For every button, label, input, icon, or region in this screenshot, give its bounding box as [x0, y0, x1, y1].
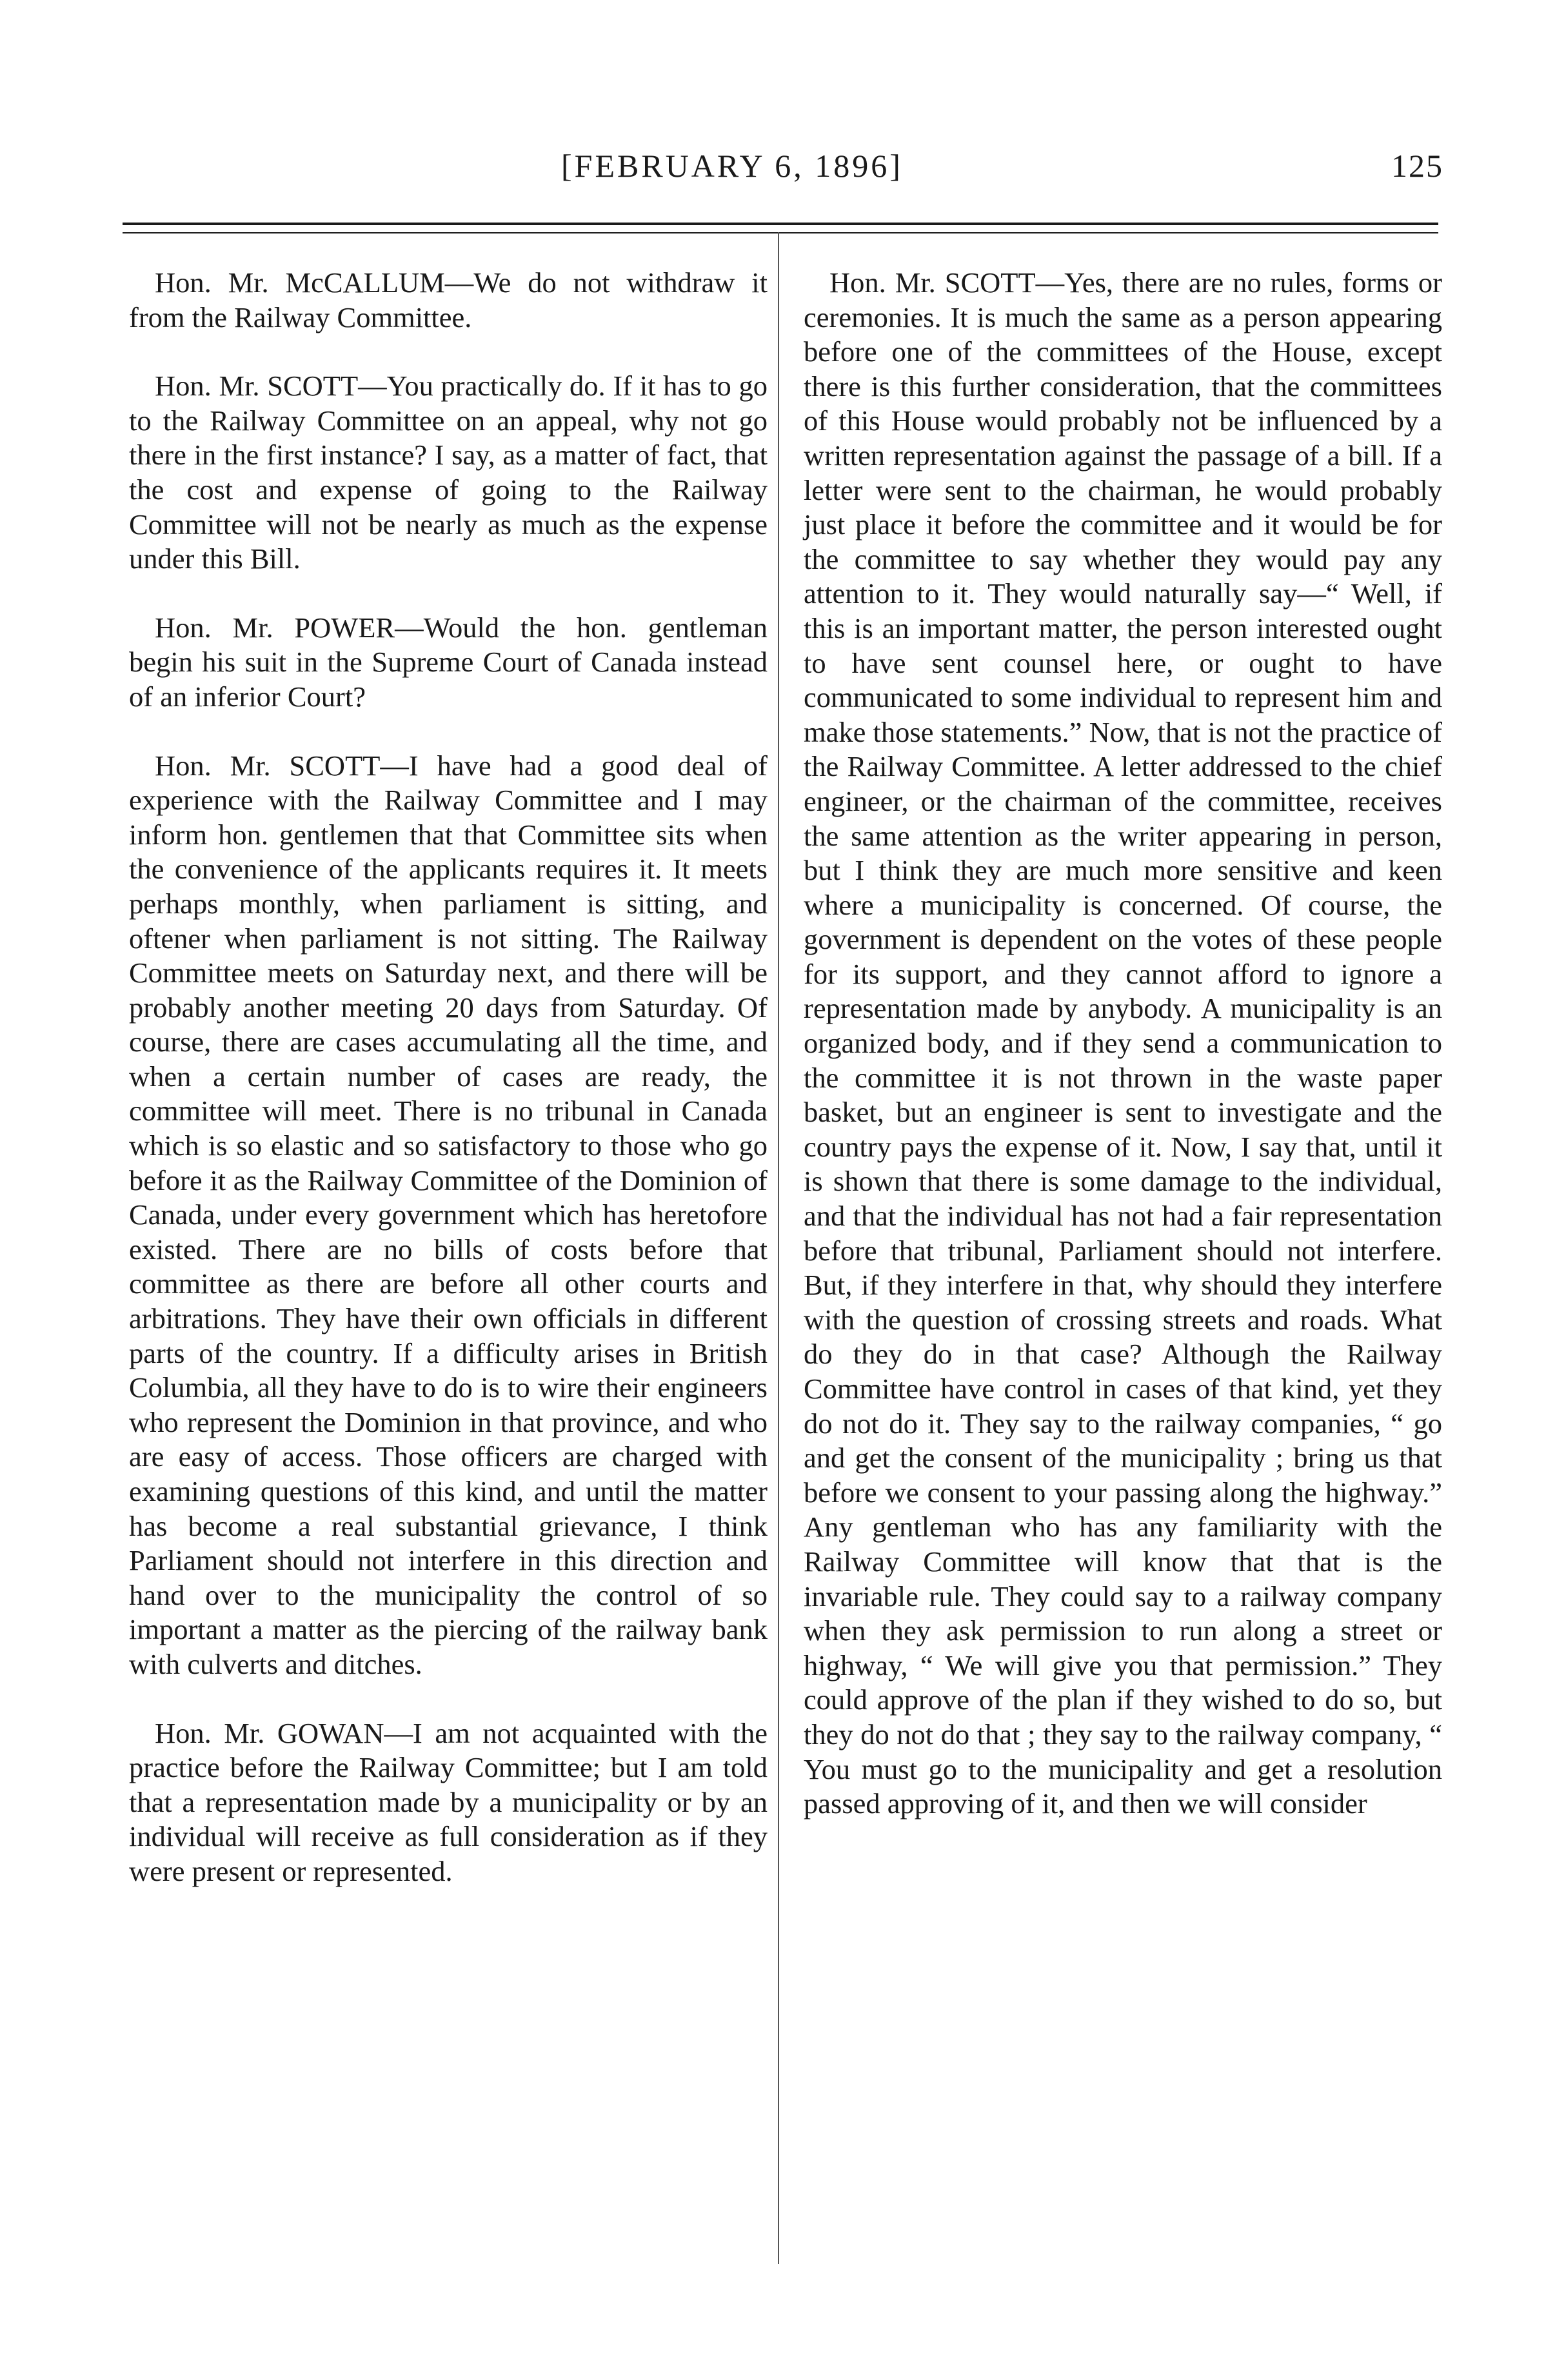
paragraph-scott-2: Hon. Mr. SCOTT—I have had a good deal of experience with the Railway Committee and I may inform hon. gentlemen that that Committee sits when the convenience of the applicants requires it. It meets perhaps monthly, when parliament is sitting, and oftener when parliament is not sitting. The Railway Committee meets on Saturday next, and there will be probably another meeting 20 days from Saturday. Of course, there are cases accumulating all the time, and when a certain number of cases are ready, the committee will meet. There is no tribunal in Canada which is so elastic and so satisfactory to those who go before it as the Railway Committee of the Dominion of Canada, under every government which has heretofore existed. There are no bills of costs before that committee as there are before all other courts and arbitrations. They have their own officials in different parts of the country. If a difficulty arises in British Columbia, all they have to do is to wire their engineers who represent the Dominion in that province, and who are easy of access. Those officers are charged with examining questions of this kind, and until the matter has become a real substantial grievance, I think Parliament should not interfere in this direction and hand over to the municipality the control of so important a matter as the piercing of the railway bank with culverts and ditches. — [129, 749, 768, 1680]
paragraph-scott-1: Hon. Mr. SCOTT—You practically do. If it has to go to the Railway Committee on an appeal, why not go there in the first instance? I say, as a matter of fact, that the cost and expense of going to the Railway Committee will not be nearly as much as the expense under this Bill. — [129, 370, 768, 575]
paragraph-scott-3: Hon. Mr. SCOTT—Yes, there are no rules, forms or ceremonies. It is much the same as a person appearing before one of the committees of the House, except there is this further consideration, that the committees of this House would probably not be influenced by a written representation against the passage of a bill. If a letter were sent to the chairman, he would probably just place it before the committee and it would be for the committee to say whether they would pay any attention to it. They would naturally say—“ Well, if this is an important matter, the person interested ought to have sent counsel here, or ought to have communicated to some individual to represent him and make those statements.” Now, that is not the practice of the Railway Committee. A letter addressed to the chief engineer, or the chairman of the committee, receives the same attention as the writer appearing in person, but I think they are much more sensitive and keen where a municipality is concerned. Of course, the government is dependent on the votes of these people for its support, and they cannot afford to ignore a representation made by anybody. A municipality is an organized body, and if they send a communication to the committee it is not thrown in the waste paper basket, but an engineer is sent to investigate and the country pays the expense of it. Now, I say that, until it is shown that there is some damage to the individual, and that the individual has not had a fair representation before that tribunal, Parliament should not interfere. But, if they interfere in that, why should they interfere with the question of crossing streets and roads. What do they do in that case? Although the Railway Committee have control in cases of that kind, yet they do not do it. They say to the railway companies, “ go and get the consent of the municipality ; bring us that before we consent to your passing along the highway.” Any gentleman who has any familiarity with the Railway Committee will know that that is the invariable rule. They could say to a railway company when they ask permission to run along a street or highway, “ We will give you that permission.” They could approve of the plan if they wished to do so, but they do not do that ; they say to the railway company, “ You must go to the municipality and get a resolution passed approving of it, and then we will consider — [804, 266, 1442, 1820]
paragraph-gowan: Hon. Mr. GOWAN—I am not acquainted with the practice before the Railway Committee; but I am told that a representation made by a municipality or by an individual will receive as full consideration as if they were present or represented. — [129, 1716, 768, 1887]
header-rule-thin — [123, 232, 1438, 233]
page-header — [0, 143, 1566, 188]
page-number: 125 — [1391, 148, 1443, 184]
right-column — [804, 266, 1442, 1821]
header-date: [FEBRUARY 6, 1896] — [561, 148, 903, 184]
column-divider — [778, 232, 779, 2264]
left-column — [129, 266, 768, 1889]
paragraph-mccallum: Hon. Mr. McCALLUM—We do not withdraw it from the Railway Committee. — [129, 266, 768, 333]
header-rule-thick — [123, 223, 1438, 225]
paragraph-power: Hon. Mr. POWER—Would the hon. gentleman begin his suit in the Supreme Court of Canada instead of an inferior Court? — [129, 611, 768, 713]
